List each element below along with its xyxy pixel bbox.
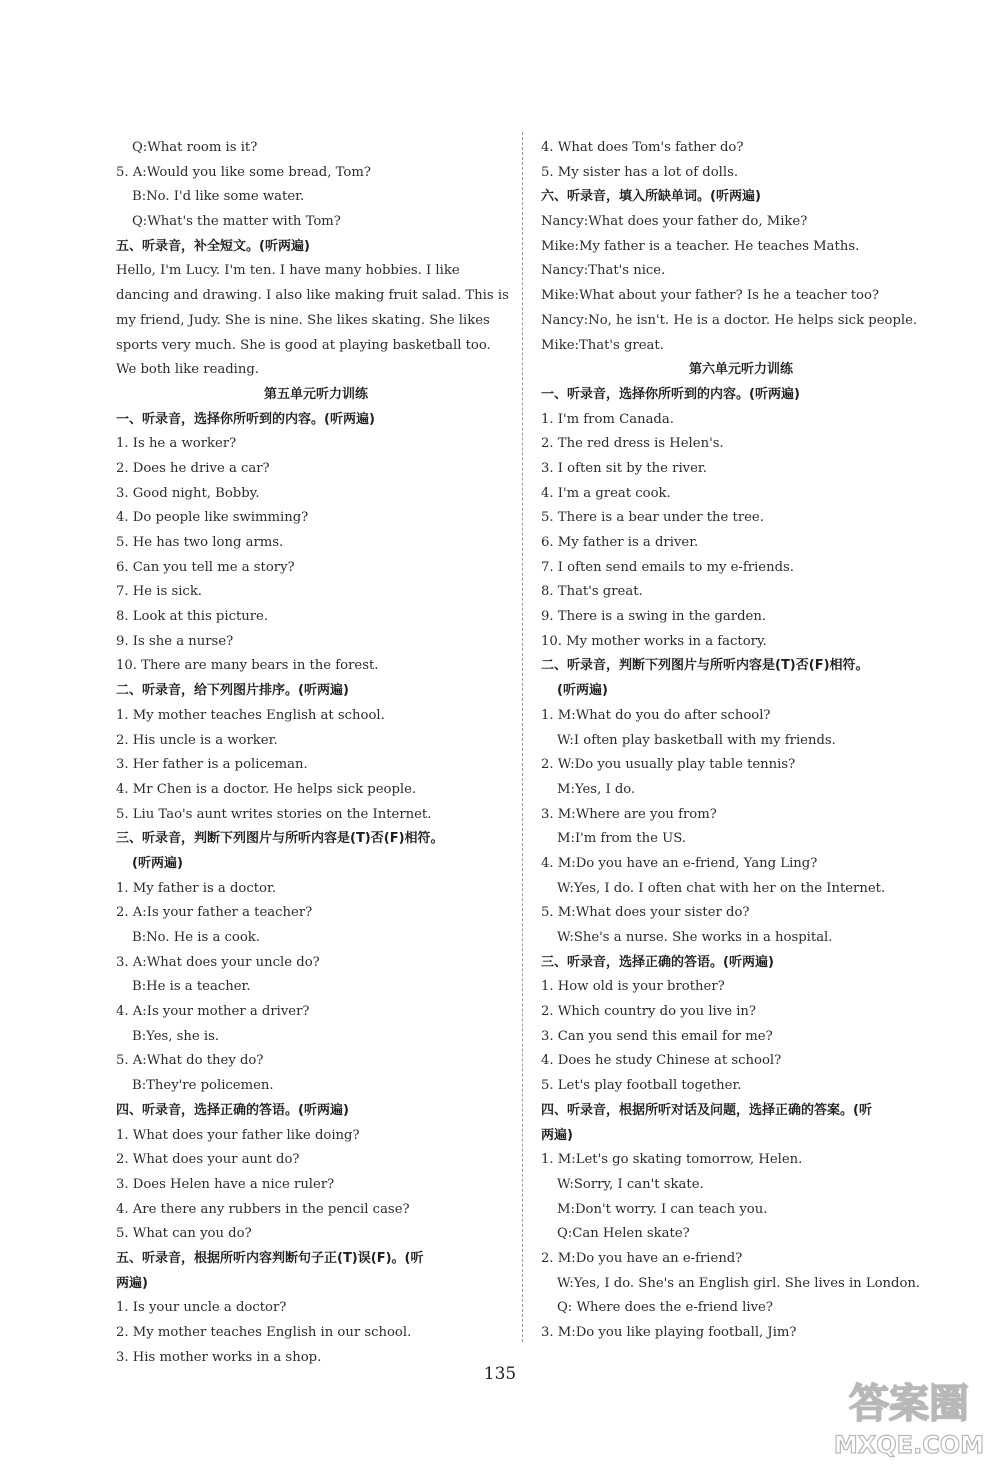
section-heading: 三、听录音，判断下列图片与所听内容是(T)否(F)相符。 xyxy=(116,831,444,847)
text-line: 5. What can you do? xyxy=(116,1226,252,1242)
text-line: 3. Does Helen have a nice ruler? xyxy=(116,1176,335,1192)
text-line: 6. My father is a driver. xyxy=(541,535,699,550)
section-heading: 二、听录音，给下列图片排序。(听两遍) xyxy=(116,683,349,699)
text-line: 2. M:Do you have an e-friend? xyxy=(541,1250,743,1266)
text-line: We both like reading. xyxy=(116,362,260,378)
text-line: dancing and drawing. I also like making fruit salad. This is xyxy=(116,288,509,304)
section-heading: 一、听录音，选择你所听到的内容。(听两遍) xyxy=(116,411,375,427)
left-column xyxy=(116,136,516,1370)
text-line: sports very much. She is good at playing basketball too. xyxy=(116,337,491,353)
text-line: 1. What does your father like doing? xyxy=(116,1127,360,1143)
section-heading: (听两遍) xyxy=(132,855,183,871)
text-line: 1. I'm from Canada. xyxy=(541,411,674,427)
text-line: 2. What does your aunt do? xyxy=(116,1152,300,1168)
section-heading: 四、听录音，根据所听对话及问题，选择正确的答案。(听 xyxy=(541,1102,872,1118)
text-line: 1. Is he a worker? xyxy=(116,436,237,452)
text-line: my friend, Judy. She is nine. She likes skating. She likes xyxy=(116,312,490,328)
text-line: Mike:That's great. xyxy=(541,337,664,353)
text-line: Nancy:What does your father do, Mike? xyxy=(541,214,808,230)
watermark-url: MXQE.COM xyxy=(833,1431,985,1459)
watermark-title: 答案圈 xyxy=(849,1381,969,1427)
text-line: 2. My mother teaches English in our school. xyxy=(116,1325,412,1340)
text-line: 3. M:Do you like playing football, Jim? xyxy=(541,1325,797,1340)
right-column xyxy=(541,136,941,1346)
text-line: 4. I'm a great cook. xyxy=(541,485,671,501)
text-line: Nancy:No, he isn't. He is a doctor. He helps sick people. xyxy=(541,312,918,328)
text-line: 9. There is a swing in the garden. xyxy=(541,609,767,625)
section-heading: 两遍) xyxy=(116,1275,148,1291)
text-line: 6. Can you tell me a story? xyxy=(116,559,295,575)
text-line: B:Yes, she is. xyxy=(132,1028,220,1044)
text-line: 3. I often sit by the river. xyxy=(541,460,707,476)
section-heading: 两遍) xyxy=(541,1127,573,1143)
text-line: Q:What room is it? xyxy=(132,140,258,155)
text-line: 3. His mother works in a shop. xyxy=(116,1349,322,1365)
text-line: 2. The red dress is Helen's. xyxy=(541,436,724,452)
text-line: Q: Where does the e-friend live? xyxy=(557,1300,773,1316)
text-line: Q:Can Helen skate? xyxy=(557,1226,690,1242)
text-line: 2. A:Is your father a teacher? xyxy=(116,905,313,921)
text-line: B:He is a teacher. xyxy=(132,979,251,995)
text-line: 4. Do people like swimming? xyxy=(116,510,309,526)
text-line: 1. Is your uncle a doctor? xyxy=(116,1300,287,1316)
text-line: 1. M:What do you do after school? xyxy=(541,707,771,723)
text-line: 5. M:What does your sister do? xyxy=(541,905,750,921)
text-line: Hello, I'm Lucy. I'm ten. I have many hobbies. I like xyxy=(116,263,460,279)
unit-title: 第六单元听力训练 xyxy=(688,362,793,378)
text-line: 4. Does he study Chinese at school? xyxy=(541,1053,782,1069)
text-line: 10. There are many bears in the forest. xyxy=(116,658,379,674)
text-line: 8. That's great. xyxy=(541,584,643,600)
text-line: 5. There is a bear under the tree. xyxy=(541,510,764,526)
text-line: 5. My sister has a lot of dolls. xyxy=(541,164,739,180)
section-heading: 一、听录音，选择你所听到的内容。(听两遍) xyxy=(541,386,800,402)
text-line: 1. My father is a doctor. xyxy=(116,880,277,896)
section-heading: 二、听录音，判断下列图片与所听内容是(T)否(F)相符。 xyxy=(541,658,869,674)
text-line: 1. My mother teaches English at school. xyxy=(116,707,385,723)
text-line: M:Yes, I do. xyxy=(557,781,636,797)
section-heading: (听两遍) xyxy=(557,683,608,699)
text-line: 3. A:What does your uncle do? xyxy=(116,954,320,970)
text-line: 5. He has two long arms. xyxy=(116,535,284,550)
text-line: 8. Look at this picture. xyxy=(116,609,269,625)
text-line: 7. He is sick. xyxy=(116,584,203,600)
text-line: 3. Can you send this email for me? xyxy=(541,1028,773,1044)
text-line: 4. Mr Chen is a doctor. He helps sick people. xyxy=(116,781,417,797)
page-number: 135 xyxy=(483,1364,517,1384)
text-line: Mike:What about your father? Is he a teacher too? xyxy=(541,288,879,304)
section-heading: 五、听录音，根据所听内容判断句子正(T)误(F)。(听 xyxy=(116,1250,424,1266)
text-line: 3. Good night, Bobby. xyxy=(116,485,260,501)
text-line: 2. Which country do you live in? xyxy=(541,1004,756,1020)
watermark-logo xyxy=(824,1365,994,1465)
text-line: 9. Is she a nurse? xyxy=(116,633,234,649)
text-line: M:Don't worry. I can teach you. xyxy=(557,1201,768,1217)
text-line: 4. Are there any rubbers in the pencil case? xyxy=(116,1201,410,1217)
text-line: 7. I often send emails to my e-friends. xyxy=(541,559,794,575)
text-line: B:No. He is a cook. xyxy=(132,930,260,945)
text-line: W:Yes, I do. I often chat with her on the Internet. xyxy=(557,880,886,896)
text-line: W:She's a nurse. She works in a hospital. xyxy=(557,930,833,945)
text-line: 2. Does he drive a car? xyxy=(116,460,270,476)
text-line: 3. Her father is a policeman. xyxy=(116,757,308,773)
text-line: 3. M:Where are you from? xyxy=(541,806,717,822)
section-heading: 五、听录音，补全短文。(听两遍) xyxy=(116,238,310,254)
text-line: 1. How old is your brother? xyxy=(541,979,725,995)
text-line: W:I often play basketball with my friends. xyxy=(557,732,836,748)
section-heading: 四、听录音，选择正确的答语。(听两遍) xyxy=(116,1102,349,1118)
text-line: 4. M:Do you have an e-friend, Yang Ling? xyxy=(541,855,818,871)
text-line: 1. M:Let's go skating tomorrow, Helen. xyxy=(541,1152,803,1168)
section-heading: 六、听录音，填入所缺单词。(听两遍) xyxy=(541,189,761,205)
text-line: 5. Let's play football together. xyxy=(541,1078,742,1094)
unit-title: 第五单元听力训练 xyxy=(263,386,368,402)
text-line: 4. A:Is your mother a driver? xyxy=(116,1004,310,1020)
text-line: 2. His uncle is a worker. xyxy=(116,732,278,748)
text-line: 5. A:Would you like some bread, Tom? xyxy=(116,164,371,180)
text-line: 10. My mother works in a factory. xyxy=(541,633,767,649)
section-heading: 三、听录音，选择正确的答语。(听两遍) xyxy=(541,954,774,970)
text-line: B:No. I'd like some water. xyxy=(132,189,305,205)
column-divider xyxy=(522,132,523,1342)
text-line: W:Sorry, I can't skate. xyxy=(557,1176,704,1192)
text-line: Mike:My father is a teacher. He teaches Maths. xyxy=(541,238,860,254)
text-line: B:They're policemen. xyxy=(132,1078,274,1094)
text-line: 5. Liu Tao's aunt writes stories on the Internet. xyxy=(116,806,432,822)
text-line: 4. What does Tom's father do? xyxy=(541,140,744,155)
text-line: Q:What's the matter with Tom? xyxy=(132,214,341,230)
text-line: Nancy:That's nice. xyxy=(541,263,666,279)
text-line: 2. W:Do you usually play table tennis? xyxy=(541,757,796,773)
text-line: M:I'm from the US. xyxy=(557,831,686,847)
text-line: 5. A:What do they do? xyxy=(116,1053,264,1069)
text-line: W:Yes, I do. She's an English girl. She lives in London. xyxy=(557,1275,921,1291)
